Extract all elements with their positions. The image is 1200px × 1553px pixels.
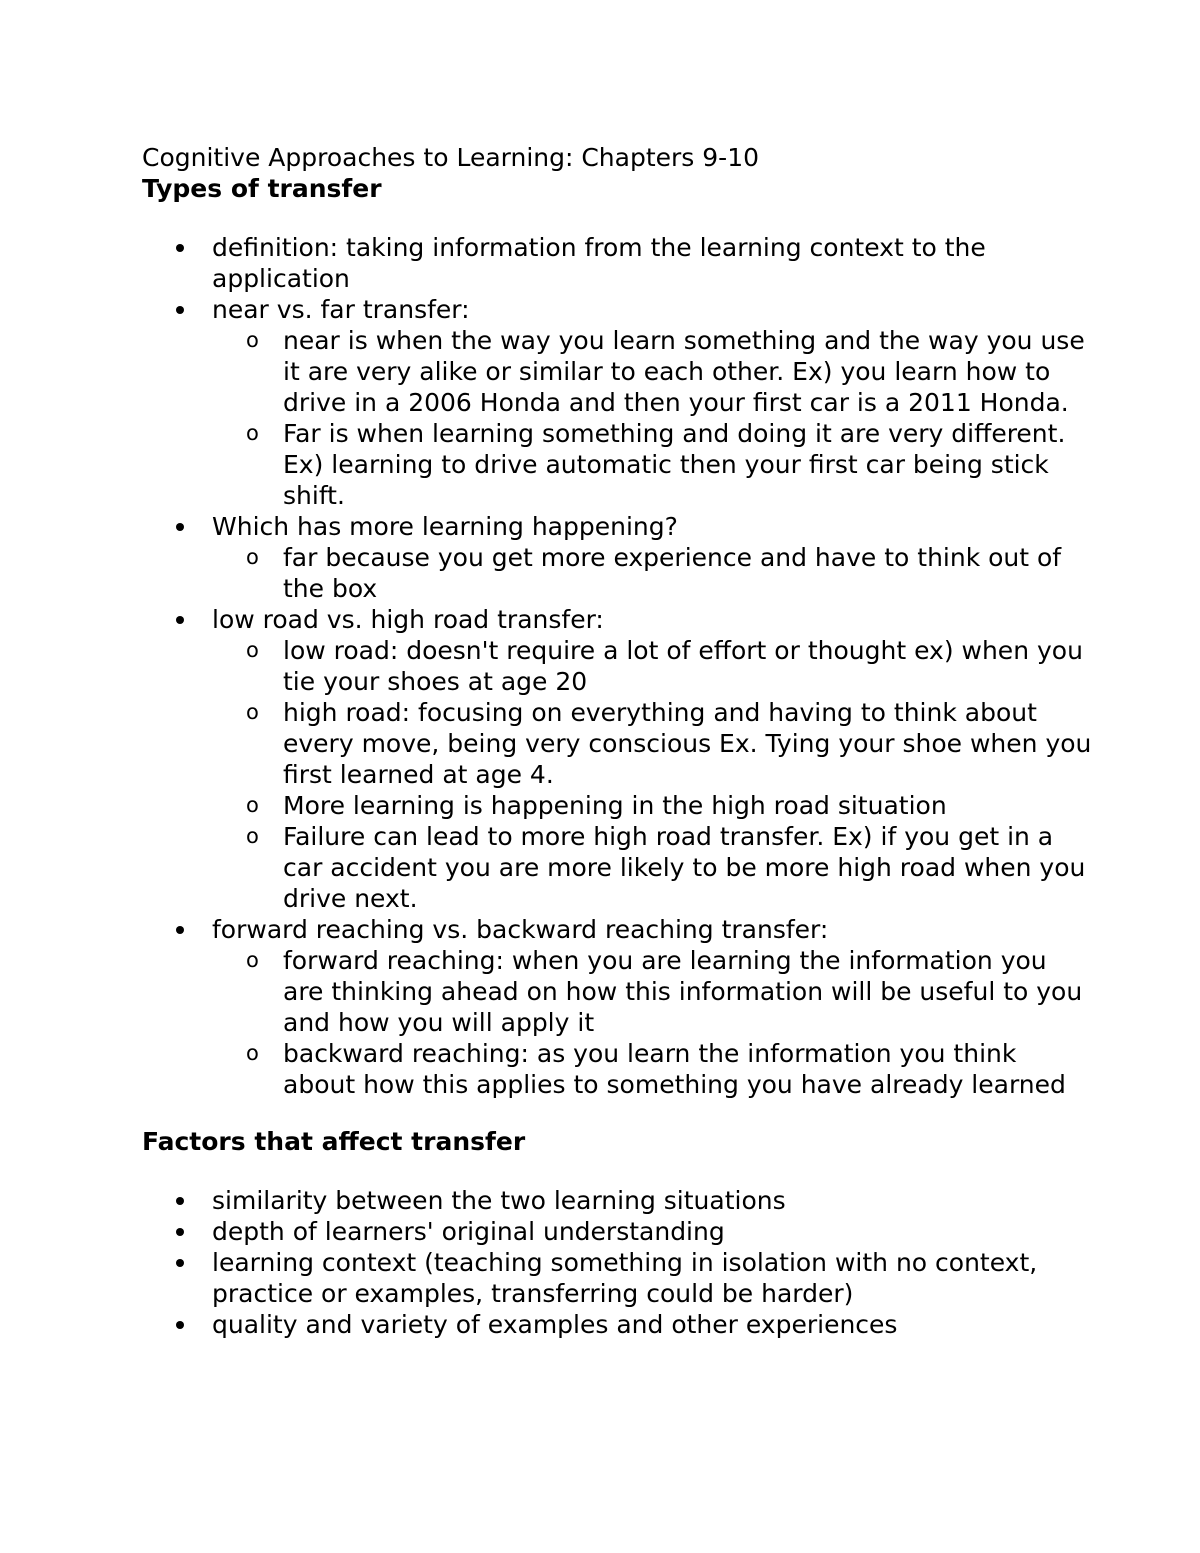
factors-list xyxy=(142,1185,1092,1340)
list-item xyxy=(212,511,1092,604)
section-heading-factors-that-affect-transfer: Factors that affect transfer xyxy=(142,1127,526,1156)
sub-list xyxy=(212,945,1092,1100)
bullet-dot-icon xyxy=(176,1321,184,1329)
paragraph-spacer xyxy=(142,1157,1092,1185)
sub-list-item-text: low road: doesn't require a lot of effort or thought ex) when you tie your shoes at age 20 xyxy=(283,636,1083,696)
sub-list-item xyxy=(246,945,1092,1038)
sub-list-item-text: forward reaching: when you are learning the information you are thinking ahead on how this information will be useful to you and how you will apply it xyxy=(283,946,1083,1037)
bullet-dot-icon xyxy=(176,616,184,624)
sub-list xyxy=(212,635,1092,914)
bullet-dot-icon xyxy=(176,926,184,934)
list-item xyxy=(212,1309,1092,1340)
sub-list-item xyxy=(246,418,1092,511)
circle-bullet-icon: o xyxy=(246,328,259,352)
paragraph-spacer xyxy=(142,204,1092,232)
list-item xyxy=(212,1185,1092,1216)
list-item-text: definition: taking information from the learning context to the application xyxy=(212,233,986,293)
sub-list-item-text: More learning is happening in the high road situation xyxy=(283,791,947,820)
circle-bullet-icon: o xyxy=(246,1041,259,1065)
list-item xyxy=(212,1216,1092,1247)
sub-list-item xyxy=(246,790,1092,821)
bullet-dot-icon xyxy=(176,523,184,531)
sub-list-item xyxy=(246,697,1092,790)
list-item-text: learning context (teaching something in isolation with no context, practice or examples, transferring could be harder) xyxy=(212,1248,1038,1308)
circle-bullet-icon: o xyxy=(246,545,259,569)
document-title: Cognitive Approaches to Learning: Chapters 9-10 xyxy=(142,143,760,172)
circle-bullet-icon: o xyxy=(246,638,259,662)
sub-list-item-text: Failure can lead to more high road transfer. Ex) if you get in a car accident you are more likely to be more high road when you drive next. xyxy=(283,822,1086,913)
sub-list-item-text: far because you get more experience and have to think out of the box xyxy=(283,543,1062,603)
bullet-dot-icon xyxy=(176,306,184,314)
list-item-text: Which has more learning happening? xyxy=(212,512,678,541)
circle-bullet-icon: o xyxy=(246,700,259,724)
bullet-dot-icon xyxy=(176,1197,184,1205)
list-item xyxy=(212,604,1092,914)
list-item xyxy=(212,294,1092,511)
list-item-text: low road vs. high road transfer: xyxy=(212,605,604,634)
bullet-dot-icon xyxy=(176,1228,184,1236)
bullet-dot-icon xyxy=(176,1259,184,1267)
list-item-text: quality and variety of examples and other experiences xyxy=(212,1310,898,1339)
bullet-dot-icon xyxy=(176,244,184,252)
sub-list-item xyxy=(246,1038,1092,1100)
list-item-text: forward reaching vs. backward reaching transfer: xyxy=(212,915,829,944)
sub-list-item-text: high road: focusing on everything and having to think about every move, being very conscious Ex. Tying your shoe when you first learned at age 4. xyxy=(283,698,1092,789)
document-body xyxy=(142,142,1092,1340)
list-item-text: depth of learners' original understanding xyxy=(212,1217,725,1246)
sub-list-item xyxy=(246,542,1092,604)
sub-list-item-text: Far is when learning something and doing it are very different. Ex) learning to drive automatic then your first car being stick shift. xyxy=(283,419,1066,510)
list-item xyxy=(212,232,1092,294)
circle-bullet-icon: o xyxy=(246,793,259,817)
list-item-text: similarity between the two learning situations xyxy=(212,1186,786,1215)
types-of-transfer-list xyxy=(142,232,1092,1100)
sub-list-item xyxy=(246,325,1092,418)
sub-list-item-text: backward reaching: as you learn the information you think about how this applies to something you have already learned xyxy=(283,1039,1066,1099)
list-item xyxy=(212,914,1092,1100)
sub-list xyxy=(212,325,1092,511)
sub-list-item-text: near is when the way you learn something and the way you use it are very alike or similar to each other. Ex) you learn how to drive in a 2006 Honda and then your first car is a 2011 Honda. xyxy=(283,326,1085,417)
circle-bullet-icon: o xyxy=(246,421,259,445)
sub-list xyxy=(212,542,1092,604)
section-heading-types-of-transfer: Types of transfer xyxy=(142,174,382,203)
list-item xyxy=(212,1247,1092,1309)
list-item-text: near vs. far transfer: xyxy=(212,295,470,324)
circle-bullet-icon: o xyxy=(246,948,259,972)
paragraph-spacer xyxy=(142,1100,1092,1126)
sub-list-item xyxy=(246,821,1092,914)
sub-list-item xyxy=(246,635,1092,697)
circle-bullet-icon: o xyxy=(246,824,259,848)
